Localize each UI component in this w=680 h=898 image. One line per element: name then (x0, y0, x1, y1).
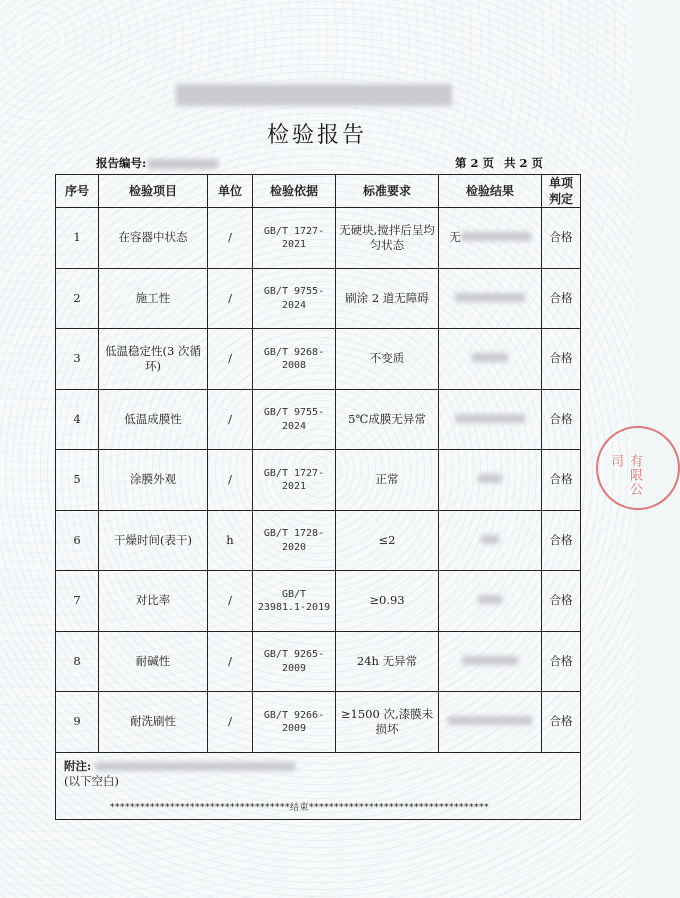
cell-no: 7 (56, 571, 99, 632)
note-blank: (以下空白) (64, 774, 119, 789)
report-number-redacted (148, 159, 218, 169)
cell-basis: GB/T 9755-2024 (253, 389, 336, 450)
cell-unit: / (208, 268, 253, 329)
cell-result (439, 268, 542, 329)
result-redacted (455, 414, 525, 423)
cell-unit: / (208, 329, 253, 390)
cell-basis: GB/T 9265-2009 (253, 631, 336, 692)
seal-text: 有限公司 (608, 454, 642, 496)
cell-requirement: 无硬块,搅拌后呈均匀状态 (336, 208, 439, 269)
cell-no: 4 (56, 389, 99, 450)
cell-no: 2 (56, 268, 99, 329)
cell-result (439, 208, 542, 269)
cell-result (439, 450, 542, 511)
cell-item: 耐洗刷性 (99, 692, 208, 753)
cell-requirement: 刷涂 2 道无障碍 (336, 268, 439, 329)
table-row (56, 510, 581, 571)
header-result: 检验结果 (439, 175, 542, 208)
cell-unit: / (208, 692, 253, 753)
cell-basis: GB/T 1727-2021 (253, 208, 336, 269)
cell-result (439, 510, 542, 571)
header-unit: 单位 (208, 175, 253, 208)
cell-verdict: 合格 (542, 571, 581, 632)
cell-item: 对比率 (99, 571, 208, 632)
cell-item: 低温稳定性(3 次循环) (99, 329, 208, 390)
cell-basis: GB/T 1727-2021 (253, 450, 336, 511)
table-row (56, 208, 581, 269)
cell-basis: GB/T 23981.1-2019 (253, 571, 336, 632)
cell-no: 9 (56, 692, 99, 753)
org-name-redacted (176, 84, 452, 106)
cell-verdict: 合格 (542, 510, 581, 571)
cell-item: 低温成膜性 (99, 389, 208, 450)
cell-basis: GB/T 9755-2024 (253, 268, 336, 329)
cell-verdict: 合格 (542, 692, 581, 753)
cell-unit: / (208, 450, 253, 511)
table-row (56, 631, 581, 692)
header-basis: 检验依据 (253, 175, 336, 208)
report-number-label: 报告编号: (96, 156, 147, 170)
table-row (56, 268, 581, 329)
cell-verdict: 合格 (542, 208, 581, 269)
result-redacted (472, 353, 508, 362)
cell-item: 干燥时间(表干) (99, 510, 208, 571)
cell-basis: GB/T 1728-2020 (253, 510, 336, 571)
cell-requirement: 正常 (336, 450, 439, 511)
table-header-row (56, 175, 581, 208)
cell-no: 8 (56, 631, 99, 692)
page-title: 检验报告 (266, 123, 367, 148)
cell-result (439, 571, 542, 632)
result-prefix: 无 (449, 230, 461, 245)
table-row (56, 692, 581, 753)
cell-basis: GB/T 9268-2008 (253, 329, 336, 390)
cell-requirement: ≥0.93 (336, 571, 439, 632)
cell-unit: / (208, 389, 253, 450)
header-verdict: 单项判定 (542, 175, 581, 208)
table-row (56, 450, 581, 511)
company-seal (596, 426, 680, 510)
header-item: 检验项目 (99, 175, 208, 208)
report-number (96, 155, 218, 171)
result-redacted (478, 474, 502, 483)
cell-unit: / (208, 571, 253, 632)
cell-verdict: 合格 (542, 631, 581, 692)
note-label: 附注: (64, 758, 92, 773)
cell-requirement: 24h 无异常 (336, 631, 439, 692)
cell-requirement: ≤2 (336, 510, 439, 571)
cell-verdict: 合格 (542, 450, 581, 511)
cell-item: 涂膜外观 (99, 450, 208, 511)
result-redacted (448, 716, 532, 725)
cell-unit: / (208, 208, 253, 269)
cell-item: 耐碱性 (99, 631, 208, 692)
cell-result (439, 329, 542, 390)
cell-item: 在容器中状态 (99, 208, 208, 269)
table-row (56, 329, 581, 390)
page-total: 共 2 页 (504, 156, 544, 170)
cell-verdict: 合格 (542, 329, 581, 390)
result-redacted (461, 232, 531, 241)
page-number: 第 2 页 (455, 156, 495, 170)
cell-no: 3 (56, 329, 99, 390)
header-requirement: 标准要求 (336, 175, 439, 208)
table-row (56, 389, 581, 450)
header-no: 序号 (56, 175, 99, 208)
cell-result (439, 692, 542, 753)
cell-unit: / (208, 631, 253, 692)
cell-result (439, 631, 542, 692)
end-marker: ************************************结束************************************ (110, 803, 490, 813)
table-row (56, 571, 581, 632)
cell-basis: GB/T 9266-2009 (253, 692, 336, 753)
cell-no: 5 (56, 450, 99, 511)
result-redacted (455, 293, 525, 302)
page-info (455, 155, 553, 171)
cell-verdict: 合格 (542, 389, 581, 450)
cell-item: 施工性 (99, 268, 208, 329)
cell-no: 6 (56, 510, 99, 571)
cell-result (439, 389, 542, 450)
inspection-table (55, 174, 581, 820)
cell-unit: h (208, 510, 253, 571)
result-redacted (478, 595, 502, 604)
cell-requirement: 不变质 (336, 329, 439, 390)
cell-requirement: ≥1500 次,漆膜未损坏 (336, 692, 439, 753)
cell-verdict: 合格 (542, 268, 581, 329)
cell-no: 1 (56, 208, 99, 269)
cell-requirement: 5℃成膜无异常 (336, 389, 439, 450)
note-redacted (95, 762, 295, 771)
result-redacted (462, 656, 518, 665)
result-redacted (481, 535, 499, 544)
